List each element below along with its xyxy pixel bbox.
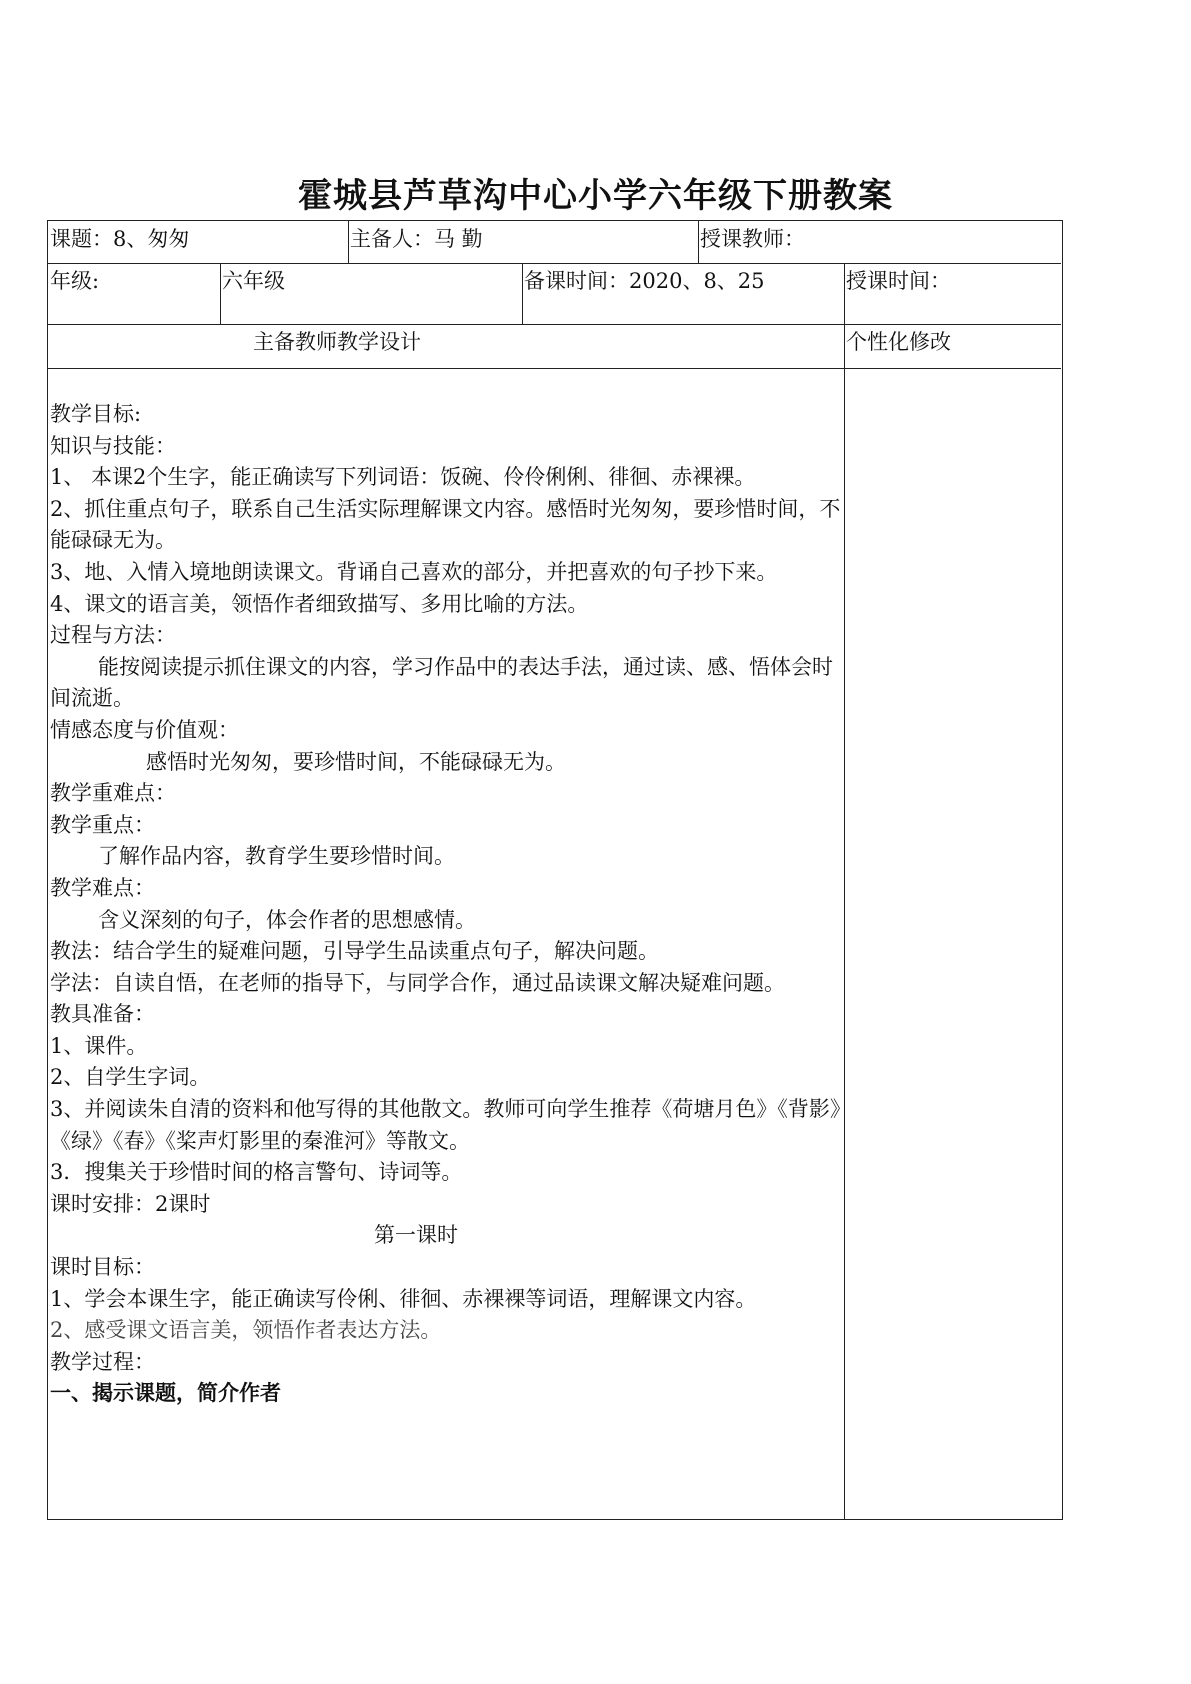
prep-time-cell: 备课时间：2020、8、25 <box>524 269 765 293</box>
content-line: 教学过程： <box>50 1349 155 1374</box>
content-line: 2、抓住重点句子，联系自己生活实际理解课文内容。感悟时光匆匆，要珍惜时间，不能碌碌无为。 <box>50 496 841 553</box>
page-title: 霍城县芦草沟中心小学六年级下册教案 <box>298 176 893 216</box>
design-content <box>48 393 844 1410</box>
content-line: 能按阅读提示抓住课文的内容，学习作品中的表达手法，通过读、感、悟体会时间流逝。 <box>50 654 833 711</box>
content-line: 过程与方法： <box>50 623 176 648</box>
content-line: 3、并阅读朱自清的资料和他写得的其他散文。教师可向学生推荐《荷塘月色》《背影》《绿》《春》《桨声灯影里的秦淮河》等散文。 <box>50 1097 841 1153</box>
content-line: 2、自学生字词。 <box>50 1065 211 1090</box>
content-line: 教学难点： <box>50 875 155 900</box>
grade-label: 年级: <box>50 269 100 293</box>
content-line: 教学重难点： <box>50 781 176 806</box>
design-header: 主备教师教学设计 <box>253 330 421 354</box>
topic-cell: 课题：8、匆匆 <box>50 227 190 251</box>
content-line: 课时安排：2课时 <box>50 1191 211 1216</box>
preparer-cell: 主备人：马 勤 <box>350 227 483 251</box>
content-line: 含义深刻的句子，体会作者的思想感情。 <box>98 907 476 932</box>
content-line: 教学重点： <box>50 812 155 837</box>
content-line: 知识与技能： <box>50 433 176 458</box>
class-time-cell: 授课时间： <box>846 269 951 293</box>
content-line: 了解作品内容，教育学生要珍惜时间。 <box>98 844 455 869</box>
content-line: 3．搜集关于珍惜时间的格言警句、诗词等。 <box>50 1160 463 1185</box>
section-heading: 一、揭示课题，简介作者 <box>50 1381 281 1406</box>
lesson-plan-table <box>47 220 1063 1520</box>
content-line: 感悟时光匆匆，要珍惜时间，不能碌碌无为。 <box>146 749 566 774</box>
content-line: 教学目标: <box>50 402 142 426</box>
content-line: 情感态度与价值观： <box>50 717 239 742</box>
content-line: 教法：结合学生的疑难问题，引导学生品读重点句子，解决问题。 <box>50 939 659 964</box>
col-divider-main <box>844 263 845 1519</box>
content-line: 2、感受课文语言美，领悟作者表达方法。 <box>50 1318 442 1343</box>
content-line: 1、学会本课生字，能正确读写伶俐、徘徊、赤裸裸等词语，理解课文内容。 <box>50 1286 757 1311</box>
grade-value: 六年级 <box>222 269 285 293</box>
content-line: 1、课件。 <box>50 1033 148 1058</box>
content-line: 4、课文的语言美，领悟作者细致描写、多用比喻的方法。 <box>50 591 589 616</box>
content-line: 1、 本课2个生字，能正确读写下列词语：饭碗、伶伶俐俐、徘徊、赤裸裸。 <box>50 465 756 490</box>
lesson-heading: 第一课时 <box>374 1223 458 1248</box>
teacher-cell: 授课教师： <box>700 227 805 251</box>
personal-header: 个性化修改 <box>846 330 951 354</box>
row-divider-3 <box>48 368 1061 369</box>
content-line: 课时目标： <box>50 1255 155 1280</box>
content-line: 学法：自读自悟，在老师的指导下，与同学合作，通过品读课文解决疑难问题。 <box>50 970 785 995</box>
content-line: 教具准备： <box>50 1002 155 1027</box>
content-line: 3、地、入情入境地朗读课文。背诵自己喜欢的部分，并把喜欢的句子抄下来。 <box>50 559 778 584</box>
